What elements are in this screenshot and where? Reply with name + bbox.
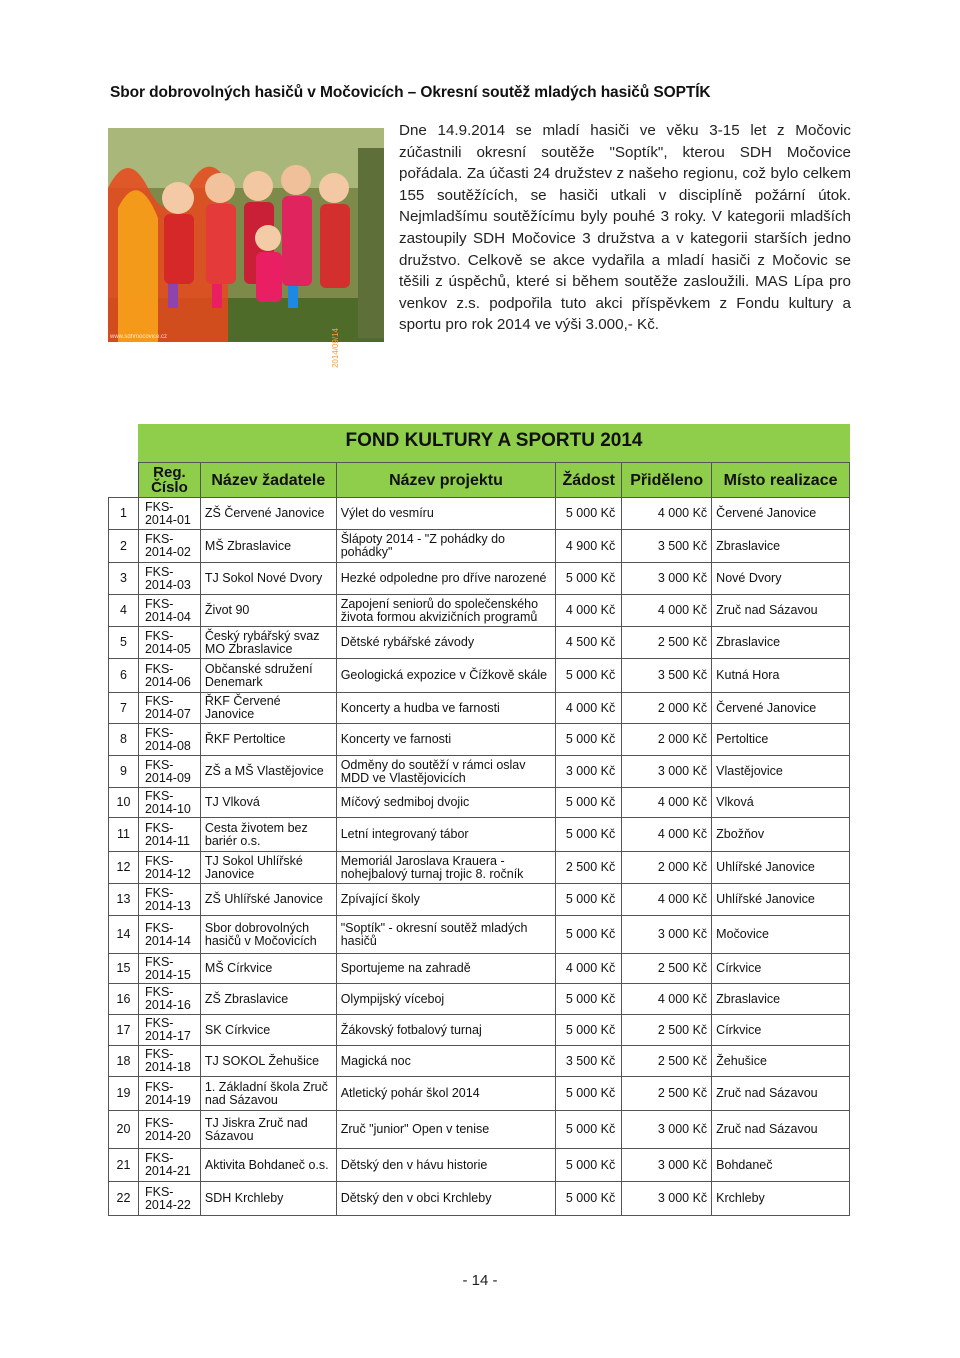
cell-n: 15 — [109, 954, 139, 984]
cell-reg: FKS-2014-10 — [138, 788, 200, 818]
cell-projekt: Hezké odpoledne pro dříve narozené — [336, 563, 556, 595]
header-zadost: Žádost — [556, 463, 622, 498]
cell-misto: Nové Dvory — [712, 563, 850, 595]
cell-prideleno: 2 500 Kč — [622, 1046, 712, 1077]
cell-zadost: 5 000 Kč — [556, 1149, 622, 1182]
cell-projekt: Odměny do soutěží v rámci oslav MDD ve Vlastějovicích — [336, 756, 556, 788]
cell-zadatel: TJ Sokol Nové Dvory — [200, 563, 336, 595]
cell-n: 6 — [109, 659, 139, 693]
table-row — [109, 916, 850, 954]
article-paragraph: Dne 14.9.2014 se mladí hasiči ve věku 3-15 let z Močovic zúčastnili okresní soutěže "Soptík", kterou SDH Močovice pořádala. Za účasti 24 družstev z našeho regionu, což bylo celkem 155 soutěžících, se hasiči utkali v disciplíně požární útok. Nejmladšímu soutěžícímu byly pouhé 3 roky. V kategorii mladších zastoupily SDH Močovice 3 družstva a v kategorii starších jedno družstvo. Celkově se akce vydařila a mladí hasiči z Močovic se těšili z úspěchů, které si během soutěže zasloužili. MAS Lípa pro venkov z.s. podpořila tuto akci příspěvkem z Fondu kultury a sportu pro rok 2014 ve výši 3.000,- Kč. — [399, 122, 851, 334]
cell-reg: FKS-2014-18 — [138, 1046, 200, 1077]
cell-misto: Zbraslavice — [712, 627, 850, 659]
cell-zadost: 5 000 Kč — [556, 884, 622, 916]
cell-zadatel: MŠ Církvice — [200, 954, 336, 984]
table-body — [109, 498, 850, 1216]
cell-zadost: 5 000 Kč — [556, 659, 622, 693]
cell-projekt: Sportujeme na zahradě — [336, 954, 556, 984]
cell-prideleno: 4 000 Kč — [622, 984, 712, 1015]
cell-zadatel: SK Církvice — [200, 1015, 336, 1046]
cell-zadatel: ZŠ a MŠ Vlastějovice — [200, 756, 336, 788]
cell-prideleno: 4 000 Kč — [622, 818, 712, 852]
cell-reg: FKS-2014-02 — [138, 530, 200, 563]
cell-n: 7 — [109, 693, 139, 724]
cell-prideleno: 3 000 Kč — [622, 756, 712, 788]
cell-projekt: Atletický pohár škol 2014 — [336, 1077, 556, 1111]
cell-reg: FKS-2014-15 — [138, 954, 200, 984]
cell-prideleno: 3 000 Kč — [622, 916, 712, 954]
cell-zadost: 5 000 Kč — [556, 1015, 622, 1046]
cell-n: 12 — [109, 852, 139, 884]
cell-misto: Zruč nad Sázavou — [712, 1111, 850, 1149]
cell-prideleno: 2 000 Kč — [622, 852, 712, 884]
cell-zadost: 4 000 Kč — [556, 954, 622, 984]
cell-n: 19 — [109, 1077, 139, 1111]
table-row — [109, 1015, 850, 1046]
cell-zadost: 5 000 Kč — [556, 563, 622, 595]
cell-zadost: 5 000 Kč — [556, 984, 622, 1015]
cell-zadost: 5 000 Kč — [556, 916, 622, 954]
photo-date-stamp: 2014/09/14 — [331, 328, 340, 369]
cell-prideleno: 3 000 Kč — [622, 1182, 712, 1216]
cell-zadost: 5 000 Kč — [556, 1111, 622, 1149]
table-row — [109, 1182, 850, 1216]
cell-zadatel: TJ Jiskra Zruč nad Sázavou — [200, 1111, 336, 1149]
cell-reg: FKS-2014-14 — [138, 916, 200, 954]
cell-zadatel: ŘKF Pertoltice — [200, 724, 336, 756]
page-number: - 14 - — [462, 1272, 498, 1289]
cell-prideleno: 2 500 Kč — [622, 954, 712, 984]
cell-zadost: 2 500 Kč — [556, 852, 622, 884]
table-row — [109, 1149, 850, 1182]
cell-prideleno: 3 500 Kč — [622, 530, 712, 563]
cell-zadatel: 1. Základní škola Zruč nad Sázavou — [200, 1077, 336, 1111]
cell-zadatel: Život 90 — [200, 595, 336, 627]
cell-zadatel: TJ Vlková — [200, 788, 336, 818]
cell-projekt: Výlet do vesmíru — [336, 498, 556, 530]
cell-reg: FKS-2014-20 — [138, 1111, 200, 1149]
table-row — [109, 1077, 850, 1111]
cell-zadost: 4 000 Kč — [556, 693, 622, 724]
cell-zadatel: Občanské sdružení Denemark — [200, 659, 336, 693]
cell-projekt: Letní integrovaný tábor — [336, 818, 556, 852]
header-projekt: Název projektu — [336, 463, 556, 498]
cell-reg: FKS-2014-05 — [138, 627, 200, 659]
cell-projekt: Žákovský fotbalový turnaj — [336, 1015, 556, 1046]
table-row — [109, 884, 850, 916]
cell-n: 4 — [109, 595, 139, 627]
table-row — [109, 530, 850, 563]
cell-n: 3 — [109, 563, 139, 595]
table-row — [109, 659, 850, 693]
cell-misto: Zruč nad Sázavou — [712, 1077, 850, 1111]
cell-prideleno: 2 500 Kč — [622, 1015, 712, 1046]
cell-zadost: 5 000 Kč — [556, 818, 622, 852]
cell-prideleno: 4 000 Kč — [622, 498, 712, 530]
cell-misto: Zbraslavice — [712, 530, 850, 563]
cell-n: 1 — [109, 498, 139, 530]
cell-misto: Kutná Hora — [712, 659, 850, 693]
cell-reg: FKS-2014-13 — [138, 884, 200, 916]
table-row — [109, 852, 850, 884]
cell-zadost: 3 000 Kč — [556, 756, 622, 788]
table-row — [109, 563, 850, 595]
cell-zadatel: Český rybářský svaz MO Zbraslavice — [200, 627, 336, 659]
cell-n: 22 — [109, 1182, 139, 1216]
cell-n: 9 — [109, 756, 139, 788]
cell-misto: Krchleby — [712, 1182, 850, 1216]
table-row — [109, 818, 850, 852]
event-photo — [108, 128, 384, 369]
page-heading: Sbor dobrovolných hasičů v Močovicích – Okresní soutěž mladých hasičů SOPTÍK — [110, 84, 711, 101]
cell-zadost: 3 500 Kč — [556, 1046, 622, 1077]
cell-projekt: Dětský den v obci Krchleby — [336, 1182, 556, 1216]
cell-n: 20 — [109, 1111, 139, 1149]
cell-misto: Červené Janovice — [712, 498, 850, 530]
cell-projekt: Míčový sedmiboj dvojic — [336, 788, 556, 818]
table-row — [109, 756, 850, 788]
cell-projekt: "Soptík" - okresní soutěž mladých hasičů — [336, 916, 556, 954]
cell-projekt: Magická noc — [336, 1046, 556, 1077]
table-title: FOND KULTURY A SPORTU 2014 — [345, 430, 643, 451]
cell-misto: Zruč nad Sázavou — [712, 595, 850, 627]
cell-n: 17 — [109, 1015, 139, 1046]
cell-reg: FKS-2014-07 — [138, 693, 200, 724]
cell-reg: FKS-2014-01 — [138, 498, 200, 530]
cell-projekt: Dětský den v hávu historie — [336, 1149, 556, 1182]
table-row — [109, 724, 850, 756]
cell-zadatel: TJ Sokol Uhlířské Janovice — [200, 852, 336, 884]
cell-reg: FKS-2014-12 — [138, 852, 200, 884]
cell-misto: Církvice — [712, 954, 850, 984]
cell-zadatel: ZŠ Uhlířské Janovice — [200, 884, 336, 916]
cell-prideleno: 2 000 Kč — [622, 693, 712, 724]
cell-misto: Bohdaneč — [712, 1149, 850, 1182]
cell-misto: Vlastějovice — [712, 756, 850, 788]
cell-reg: FKS-2014-04 — [138, 595, 200, 627]
cell-projekt: Dětské rybářské závody — [336, 627, 556, 659]
cell-prideleno: 3 000 Kč — [622, 563, 712, 595]
cell-reg: FKS-2014-11 — [138, 818, 200, 852]
cell-reg: FKS-2014-22 — [138, 1182, 200, 1216]
cell-reg: FKS-2014-17 — [138, 1015, 200, 1046]
table-row — [109, 595, 850, 627]
cell-prideleno: 3 500 Kč — [622, 659, 712, 693]
cell-zadost: 4 900 Kč — [556, 530, 622, 563]
cell-misto: Vlková — [712, 788, 850, 818]
cell-zadatel: SDH Krchleby — [200, 1182, 336, 1216]
cell-reg: FKS-2014-19 — [138, 1077, 200, 1111]
cell-prideleno: 2 500 Kč — [622, 1077, 712, 1111]
cell-reg: FKS-2014-16 — [138, 984, 200, 1015]
table-row — [109, 498, 850, 530]
cell-zadost: 5 000 Kč — [556, 788, 622, 818]
cell-projekt: Koncerty a hudba ve farnosti — [336, 693, 556, 724]
cell-prideleno: 4 000 Kč — [622, 788, 712, 818]
photo-watermark: www.sdhmocovice.cz — [110, 334, 168, 340]
cell-zadatel: Sbor dobrovolných hasičů v Močovicích — [200, 916, 336, 954]
cell-reg: FKS-2014-06 — [138, 659, 200, 693]
cell-misto: Červené Janovice — [712, 693, 850, 724]
cell-n: 11 — [109, 818, 139, 852]
cell-zadost: 4 000 Kč — [556, 595, 622, 627]
table-row — [109, 627, 850, 659]
cell-zadost: 5 000 Kč — [556, 1182, 622, 1216]
cell-misto: Uhlířské Janovice — [712, 884, 850, 916]
header-misto: Místo realizace — [712, 463, 850, 498]
table-row — [109, 1111, 850, 1149]
header-reg: Reg. Číslo — [138, 463, 200, 498]
cell-misto: Zbožňov — [712, 818, 850, 852]
cell-reg: FKS-2014-03 — [138, 563, 200, 595]
cell-misto: Pertoltice — [712, 724, 850, 756]
cell-zadatel: ZŠ Červené Janovice — [200, 498, 336, 530]
cell-projekt: Zapojení seniorů do společenského života formou akvizičních programů — [336, 595, 556, 627]
cell-n: 2 — [109, 530, 139, 563]
cell-projekt: Geologická expozice v Čížkově skále — [336, 659, 556, 693]
cell-projekt: Šlápoty 2014 - "Z pohádky do pohádky" — [336, 530, 556, 563]
cell-misto: Žehušice — [712, 1046, 850, 1077]
table-row — [109, 984, 850, 1015]
cell-zadatel: Aktivita Bohdaneč o.s. — [200, 1149, 336, 1182]
cell-n: 13 — [109, 884, 139, 916]
cell-prideleno: 2 000 Kč — [622, 724, 712, 756]
cell-zadost: 5 000 Kč — [556, 1077, 622, 1111]
cell-zadost: 5 000 Kč — [556, 724, 622, 756]
cell-reg: FKS-2014-21 — [138, 1149, 200, 1182]
cell-zadatel: Cesta životem bez bariér o.s. — [200, 818, 336, 852]
cell-prideleno: 4 000 Kč — [622, 884, 712, 916]
cell-prideleno: 4 000 Kč — [622, 595, 712, 627]
cell-prideleno: 3 000 Kč — [622, 1149, 712, 1182]
table-row — [109, 788, 850, 818]
cell-projekt: Koncerty ve farnosti — [336, 724, 556, 756]
cell-reg: FKS-2014-08 — [138, 724, 200, 756]
table-row — [109, 954, 850, 984]
cell-n: 16 — [109, 984, 139, 1015]
cell-misto: Uhlířské Janovice — [712, 852, 850, 884]
cell-reg: FKS-2014-09 — [138, 756, 200, 788]
cell-n: 14 — [109, 916, 139, 954]
cell-zadost: 4 500 Kč — [556, 627, 622, 659]
table-row — [109, 693, 850, 724]
header-prideleno: Přiděleno — [622, 463, 712, 498]
table-row — [109, 1046, 850, 1077]
cell-zadatel: ŘKF Červené Janovice — [200, 693, 336, 724]
children-photo-illustration — [108, 128, 384, 342]
cell-zadatel: TJ SOKOL Žehušice — [200, 1046, 336, 1077]
header-blank — [109, 463, 139, 498]
cell-misto: Močovice — [712, 916, 850, 954]
cell-misto: Zbraslavice — [712, 984, 850, 1015]
cell-zadost: 5 000 Kč — [556, 498, 622, 530]
cell-zadatel: MŠ Zbraslavice — [200, 530, 336, 563]
cell-n: 5 — [109, 627, 139, 659]
table-header-row — [109, 463, 850, 498]
cell-projekt: Zruč "junior" Open v tenise — [336, 1111, 556, 1149]
cell-n: 8 — [109, 724, 139, 756]
cell-misto: Církvice — [712, 1015, 850, 1046]
cell-prideleno: 2 500 Kč — [622, 627, 712, 659]
cell-n: 10 — [109, 788, 139, 818]
cell-n: 21 — [109, 1149, 139, 1182]
cell-prideleno: 3 000 Kč — [622, 1111, 712, 1149]
cell-zadatel: ZŠ Zbraslavice — [200, 984, 336, 1015]
header-zadatel: Název žadatele — [200, 463, 336, 498]
cell-projekt: Memoriál Jaroslava Krauera - nohejbalový turnaj trojic 8. ročník — [336, 852, 556, 884]
cell-n: 18 — [109, 1046, 139, 1077]
cell-projekt: Zpívající školy — [336, 884, 556, 916]
grants-table — [108, 462, 850, 1216]
cell-projekt: Olympijský víceboj — [336, 984, 556, 1015]
fund-table-section — [108, 424, 850, 1222]
